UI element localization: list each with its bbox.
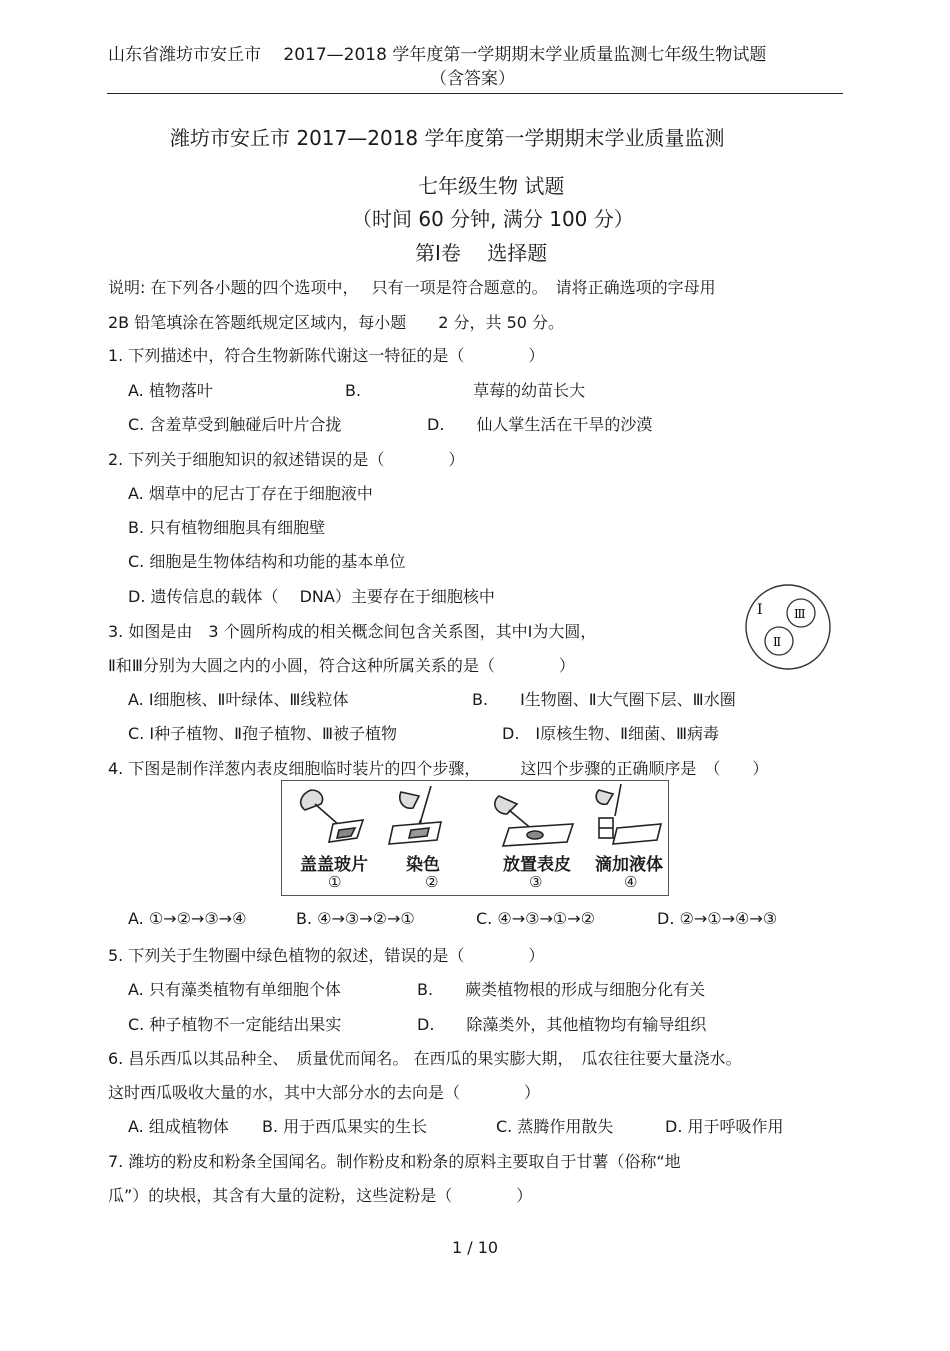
q2-option-b: B. 只有植物细胞具有细胞壁 [128,518,326,537]
q3-option-d: D. Ⅰ原核生物、Ⅱ细菌、Ⅲ病毒 [502,724,720,743]
exam-time: （时间 60 分钟, 满分 100 分） [352,207,634,231]
q6-stem-line1: 6. 昌乐西瓜以其品种全、 质量优而闻名。 在西瓜的果实膨大期， 瓜农往往要大量浇水。 [108,1049,742,1068]
q7-stem-line1: 7. 潍坊的粉皮和粉条全国闻名。制作粉皮和粉条的原料主要取自于甘薯（俗称“地 [108,1152,681,1171]
q3-stem-line1: 3. 如图是由 3 个圆所构成的相关概念间包含关系图，其中Ⅰ为大圆， [108,622,597,641]
q7-stem-line2: 瓜”）的块根，其含有大量的淀粉，这些淀粉是（ ） [108,1186,533,1205]
q4-option-d: D. ②→①→④→③ [657,909,778,928]
q2-option-a: A. 烟草中的尼古丁存在于细胞液中 [128,484,373,503]
q4-option-c: C. ④→③→①→② [476,909,595,928]
step3-number: ③ [529,873,543,891]
exam-title: 潍坊市安丘市 2017—2018 学年度第一学期期末学业质量监测 [170,126,725,150]
q6-option-d: D. 用于呼吸作用 [665,1117,784,1136]
q3-option-a: A. Ⅰ细胞核、Ⅱ叶绿体、Ⅲ线粒体 [128,690,349,709]
step3-label: 放置表皮 [503,855,571,875]
step1-number: ① [328,873,342,891]
q1-option-c: C. 含羞草受到触碰后叶片合拢 [128,415,342,434]
q6-option-b: B. 用于西瓜果实的生长 [262,1117,428,1136]
q3-option-b: B. Ⅰ生物圈、Ⅱ大气圈下层、Ⅲ水圈 [472,690,736,709]
q1-stem: 1. 下列描述中，符合生物新陈代谢这一特征的是（ ） [108,346,545,365]
q5-stem: 5. 下列关于生物圈中绿色植物的叙述，错误的是（ ） [108,946,545,965]
q1-option-d: D. 仙人掌生活在干旱的沙漠 [427,415,653,434]
q5-option-c: C. 种子植物不一定能结出果实 [128,1015,342,1034]
page-number: 1 / 10 [452,1238,499,1257]
q2-option-c: C. 细胞是生物体结构和功能的基本单位 [128,552,406,571]
step4-label: 滴加液体 [595,855,663,875]
step2-number: ② [425,873,439,891]
q2-option-d: D. 遗传信息的载体（ DNA）主要存在于细胞核中 [128,587,495,606]
label-III: Ⅲ [794,607,806,621]
step2-label: 染色 [406,855,440,875]
circle-I [746,585,830,669]
running-header-title: 山东省潍坊市安丘市 2017—2018 学年度第一学期期末学业质量监测七年级生物试题 [108,45,767,65]
instructions-line2: 2B 铅笔填涂在答题纸规定区域内，每小题 2 分，共 50 分。 [108,313,565,332]
q4-option-b: B. ④→③→②→① [296,909,415,928]
instructions-line1: 说明: 在下列各小题的四个选项中， 只有一项是符合题意的。 请将正确选项的字母用 [108,278,716,297]
q1-option-b: B. 草莓的幼苗长大 [345,381,586,400]
q4-option-a: A. ①→②→③→④ [128,909,247,928]
header-rule [107,93,843,94]
q3-stem-line2: Ⅱ和Ⅲ分别为大圆之内的小圆，符合这种所属关系的是（ ） [108,656,575,675]
concept-venn-diagram [743,584,833,670]
part-heading: 第Ⅰ卷 选择题 [415,241,548,265]
step1-label: 盖盖玻片 [300,855,368,875]
q6-option-a: A. 组成植物体 [128,1117,229,1136]
exam-subtitle: 七年级生物 试题 [418,174,565,198]
q2-stem: 2. 下列关于细胞知识的叙述错误的是（ ） [108,450,465,469]
q1-option-a: A. 植物落叶 [128,381,213,400]
q6-stem-line2: 这时西瓜吸收大量的水，其中大部分水的去向是（ ） [108,1083,541,1102]
q6-option-c: C. 蒸腾作用散失 [496,1117,614,1136]
step4-number: ④ [624,873,638,891]
label-II: Ⅱ [773,635,782,649]
q5-option-a: A. 只有藻类植物有单细胞个体 [128,980,341,999]
q3-option-c: C. Ⅰ种子植物、Ⅱ孢子植物、Ⅲ被子植物 [128,724,397,743]
q5-option-b: B. 蕨类植物根的形成与细胞分化有关 [417,980,706,999]
q5-option-d: D. 除藻类外，其他植物均有输导组织 [417,1015,707,1034]
q4-stem: 4. 下图是制作洋葱内表皮细胞临时装片的四个步骤， 这四个步骤的正确顺序是 （ ） [108,759,769,778]
running-header-subtitle: （含答案） [430,69,515,89]
label-I: Ⅰ [757,602,763,618]
